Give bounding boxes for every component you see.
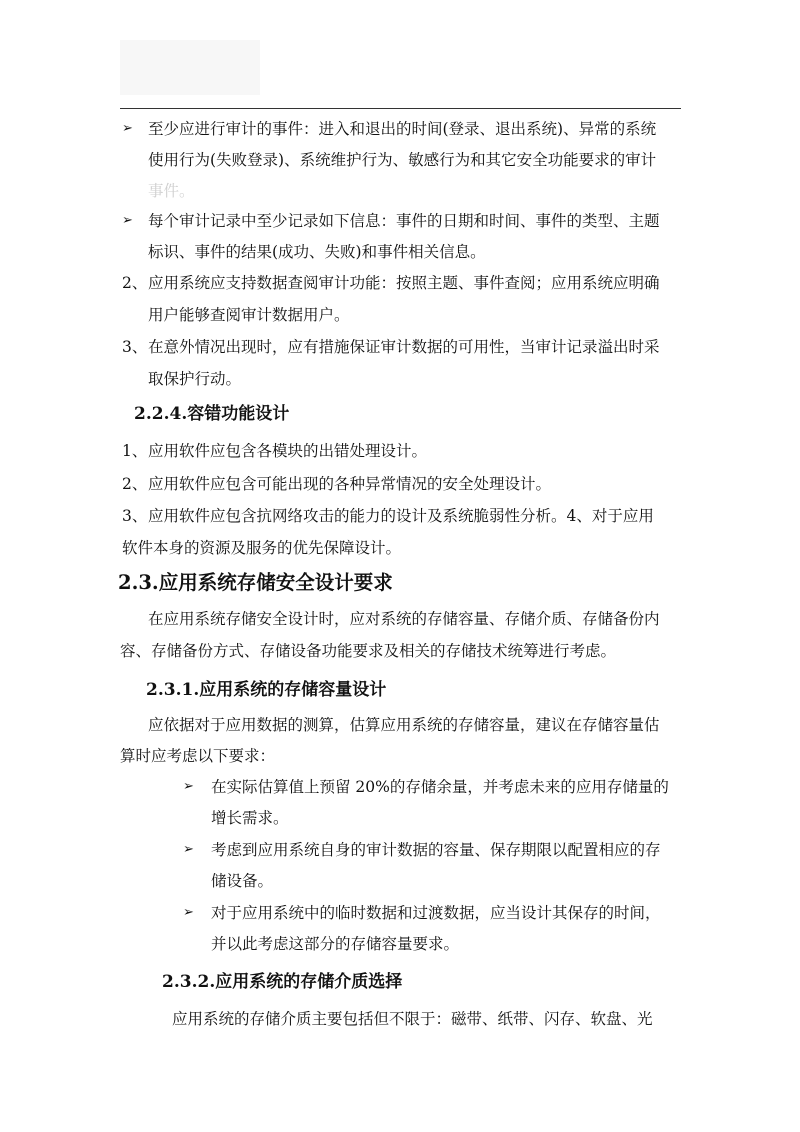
storage-media-heading: 2.3.2.应用系统的存储介质选择 bbox=[162, 972, 403, 992]
audit-item-2-line-2: 用户能够查阅审计数据用户。 bbox=[148, 306, 350, 324]
bullet-arrow-icon: ➢ bbox=[183, 842, 194, 857]
bullet-arrow-icon: ➢ bbox=[183, 905, 194, 920]
media-paragraph-line-1: 应用系统的存储介质主要包括但不限于：磁带、纸带、闪存、软盘、光 bbox=[172, 1010, 653, 1028]
capacity-paragraph-line-1: 应依据对于应用数据的测算，估算应用系统的存储容量，建议在存储容量估 bbox=[148, 716, 660, 734]
capacity-bullet-2-line-1: 考虑到应用系统自身的审计数据的容量、保存期限以配置相应的存 bbox=[211, 841, 661, 859]
storage-capacity-heading: 2.3.1.应用系统的存储容量设计 bbox=[146, 680, 387, 700]
audit-bullet-1-line-1: 至少应进行审计的事件：进入和退出的时间(登录、退出系统)、异常的系统 bbox=[148, 120, 657, 138]
audit-bullet-2-line-2: 标识、事件的结果(成功、失败)和事件相关信息。 bbox=[148, 243, 486, 261]
list-number: 2、 bbox=[122, 274, 148, 292]
capacity-bullet-2-line-2: 储设备。 bbox=[211, 872, 274, 890]
fault-tolerance-heading: 2.2.4.容错功能设计 bbox=[134, 404, 290, 424]
capacity-bullet-3-line-2: 并以此考虑这部分的存储容量要求。 bbox=[211, 935, 460, 953]
audit-bullet-1-line-3: 事件。 bbox=[148, 182, 195, 200]
list-number: 2、 bbox=[122, 475, 148, 493]
storage-security-heading: 2.3.应用系统存储安全设计要求 bbox=[118, 571, 393, 594]
fault-item-3-line-2: 软件本身的资源及服务的优先保障设计。 bbox=[122, 539, 402, 557]
fault-item-2: 应用软件应包含可能出现的各种异常情况的安全处理设计。 bbox=[148, 475, 552, 493]
audit-item-3-line-1: 在意外情况出现时，应有措施保证审计数据的可用性，当审计记录溢出时采 bbox=[148, 338, 660, 356]
audit-item-3-line-2: 取保护行动。 bbox=[148, 370, 242, 388]
fault-item-3-line-1: 应用软件应包含抗网络攻击的能力的设计及系统脆弱性分析。4、对于应用 bbox=[148, 507, 654, 525]
audit-bullet-2-line-1: 每个审计记录中至少记录如下信息：事件的日期和时间、事件的类型、主题 bbox=[148, 212, 660, 230]
capacity-paragraph-line-2: 算时应考虑以下要求： bbox=[120, 747, 276, 765]
list-number: 1、 bbox=[122, 442, 148, 460]
bullet-arrow-icon: ➢ bbox=[122, 213, 133, 228]
capacity-bullet-3-line-1: 对于应用系统中的临时数据和过渡数据，应当设计其保存的时间， bbox=[211, 904, 661, 922]
storage-paragraph-line-1: 在应用系统存储安全设计时，应对系统的存储容量、存储介质、存储备份内 bbox=[148, 610, 660, 628]
bullet-arrow-icon: ➢ bbox=[183, 779, 194, 794]
header-rule bbox=[120, 108, 681, 109]
fault-item-1: 应用软件应包含各模块的出错处理设计。 bbox=[148, 442, 428, 460]
storage-paragraph-line-2: 容、存储备份方式、存储设备功能要求及相关的存储技术统筹进行考虑。 bbox=[120, 642, 617, 660]
list-number: 3、 bbox=[122, 507, 148, 525]
audit-bullet-1-line-2: 使用行为(失败登录)、系统维护行为、敏感行为和其它安全功能要求的审计 bbox=[148, 151, 657, 169]
bullet-arrow-icon: ➢ bbox=[122, 121, 133, 136]
capacity-bullet-1-line-1: 在实际估算值上预留 20%的存储余量，并考虑未来的应用存储量的 bbox=[211, 778, 669, 796]
header-smudge bbox=[120, 40, 260, 95]
list-number: 3、 bbox=[122, 338, 148, 356]
audit-item-2-line-1: 应用系统应支持数据查阅审计功能：按照主题、事件查阅；应用系统应明确 bbox=[148, 274, 660, 292]
capacity-bullet-1-line-2: 增长需求。 bbox=[211, 809, 289, 827]
